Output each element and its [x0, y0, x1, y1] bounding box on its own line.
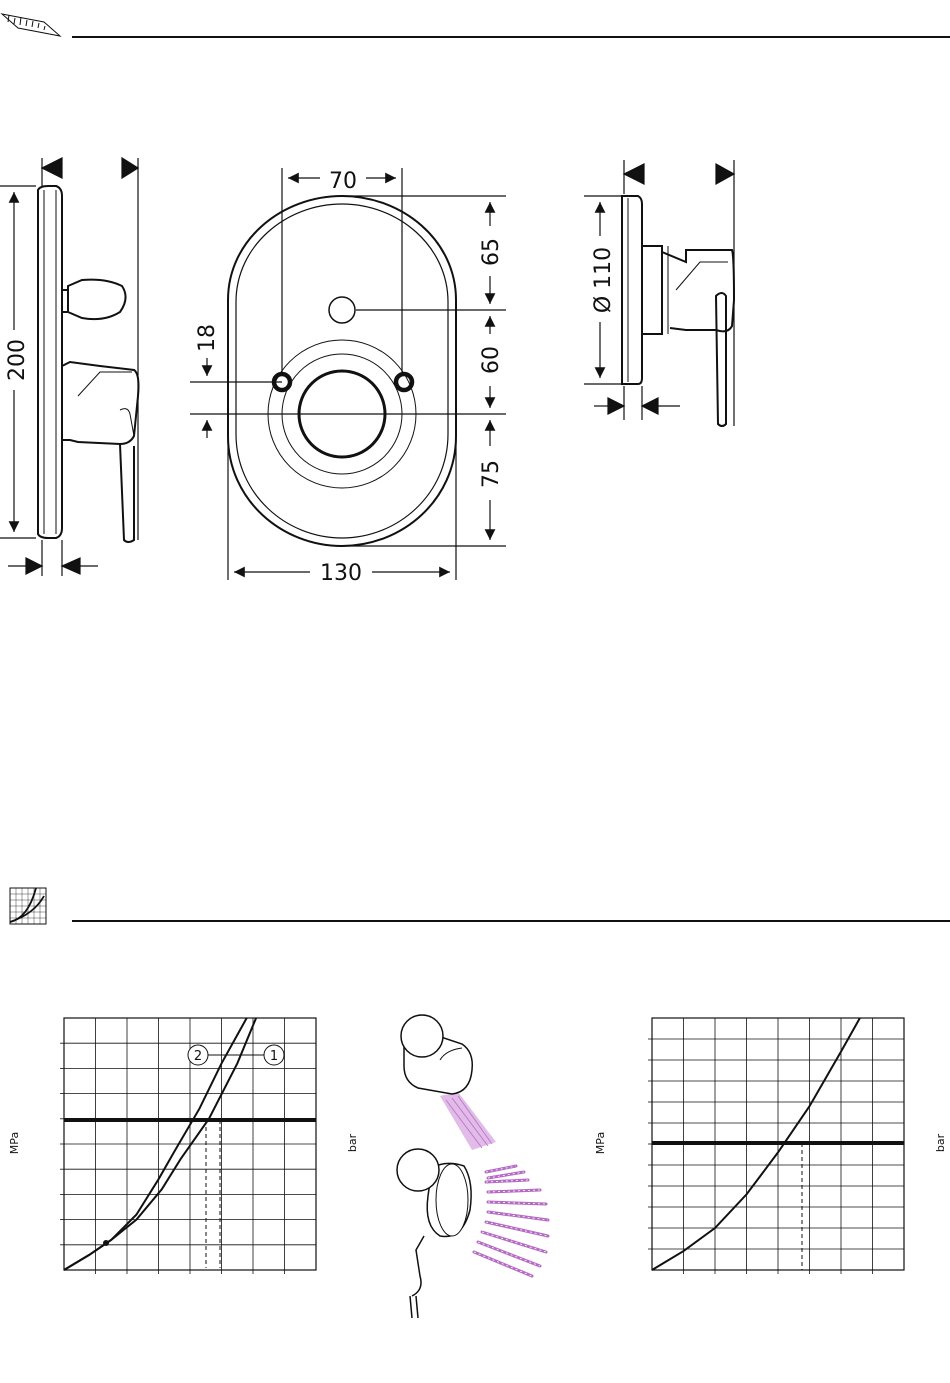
side-view-left [38, 186, 139, 542]
spray-line [488, 1202, 546, 1204]
chart1-ylabel-right: bar [346, 1133, 359, 1153]
flow-chart-1 [60, 1018, 316, 1274]
dim-label-200: 200 [5, 339, 30, 381]
dim-label-75: 75 [479, 460, 504, 488]
diverter-hole [329, 297, 355, 323]
dim-depth-bottom-left [8, 540, 98, 576]
flow-chart-icon [10, 888, 46, 924]
chart1-start-point [103, 1240, 109, 1246]
dim-vertical-right [282, 196, 506, 546]
dim-label-70: 70 [329, 169, 357, 194]
dim-label-130: 130 [320, 561, 362, 586]
chart2-ylabel: MPa [594, 1131, 607, 1155]
dim-label-65: 65 [479, 238, 504, 266]
dim-label-diameter: Ø 110 [591, 246, 616, 314]
ruler-icon [2, 14, 60, 36]
chart2-ylabel-right: bar [934, 1133, 947, 1153]
front-plate [228, 196, 456, 546]
side-view-right [622, 196, 734, 426]
outlet-illustration [397, 1015, 548, 1318]
outlet-callout-1 [401, 1015, 443, 1057]
dim-depth-bottom-right [594, 386, 680, 420]
dim-hole-spacing [282, 168, 402, 374]
screw-right [396, 374, 412, 390]
dim-label-18: 18 [195, 324, 220, 352]
chart1-callout-2-label: 2 [193, 1049, 203, 1064]
flow-chart-2 [648, 1018, 904, 1274]
chart1-callout-1-label: 1 [269, 1049, 279, 1064]
outlet-callout-2 [397, 1149, 439, 1191]
dim-label-60: 60 [479, 346, 504, 374]
dim-plate-width [228, 440, 456, 580]
chart1-ylabel: MPa [8, 1131, 21, 1155]
